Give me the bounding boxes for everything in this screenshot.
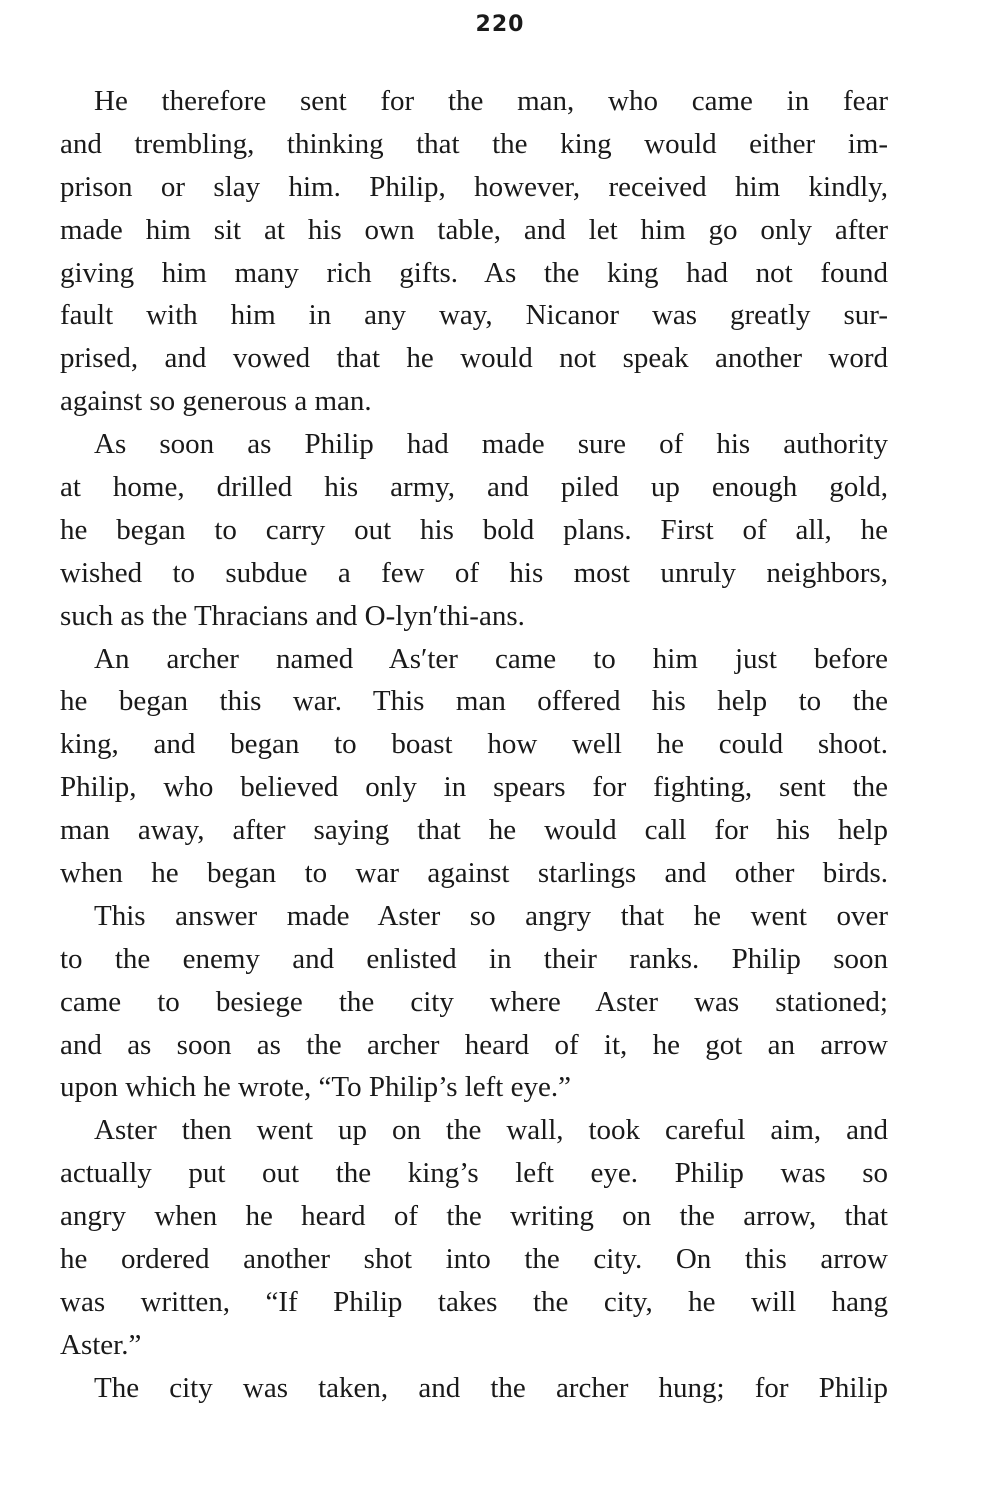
text-line: prised, and vowed that he would not speak another word [60,342,888,375]
text-line: he ordered another shot into the city. On this arrow [60,1243,888,1276]
paragraph [60,1109,888,1366]
text-line: he began to carry out his bold plans. First of all, he [60,513,888,546]
text-line: The city was taken, and the archer hung; for Philip [94,1371,888,1404]
text-line: He therefore sent for the man, who came in fear [94,85,888,117]
paragraph [60,80,888,423]
text-line: such as the Thracians and O-lyn′thi-ans. [60,599,525,632]
text-line: to the enemy and enlisted in their ranks. Philip soon [60,942,888,975]
text-line: at home, drilled his army, and piled up enough gold, [60,471,888,504]
text-line: and as soon as the archer heard of it, he got an arrow [60,1028,888,1061]
text-line: fault with him in any way, Nicanor was greatly sur- [60,299,888,332]
text-line: made him sit at his own table, and let him go only after [60,213,888,246]
text-line: when he began to war against starlings and other birds. [60,857,888,890]
text-line: against so generous a man. [60,385,372,418]
text-line: angry when he heard of the writing on the arrow, that [60,1200,888,1233]
text-line: he began this war. This man offered his help to the [60,685,888,718]
paragraph [60,638,888,895]
paragraph [60,423,888,637]
text-line: prison or slay him. Philip, however, received him kindly, [60,170,888,203]
text-line: As soon as Philip had made sure of his authority [94,428,888,461]
paragraph [60,895,888,1109]
text-line: Aster.” [60,1328,142,1361]
text-line: man away, after saying that he would call for his help [60,814,888,847]
text-line: wished to subdue a few of his most unruly neighbors, [60,556,888,589]
text-line: This answer made Aster so angry that he went over [94,899,888,932]
paragraph [60,1367,888,1410]
text-line: An archer named As′ter came to him just before [94,642,888,675]
page-number: 220 [475,12,525,37]
text-line: Aster then went up on the wall, took careful aim, and [94,1114,888,1147]
text-line: king, and began to boast how well he could shoot. [60,728,888,761]
body-text [60,80,888,1410]
text-line: came to besiege the city where Aster was stationed; [60,985,888,1018]
text-line: was written, “If Philip takes the city, he will hang [60,1285,888,1318]
text-line: upon which he wrote, “To Philip’s left eye.” [60,1071,571,1104]
text-line: and trembling, thinking that the king would either im- [60,127,888,160]
text-line: Philip, who believed only in spears for fighting, sent the [60,771,888,804]
text-line: actually put out the king’s left eye. Philip was so [60,1157,888,1190]
text-line: giving him many rich gifts. As the king had not found [60,256,888,289]
